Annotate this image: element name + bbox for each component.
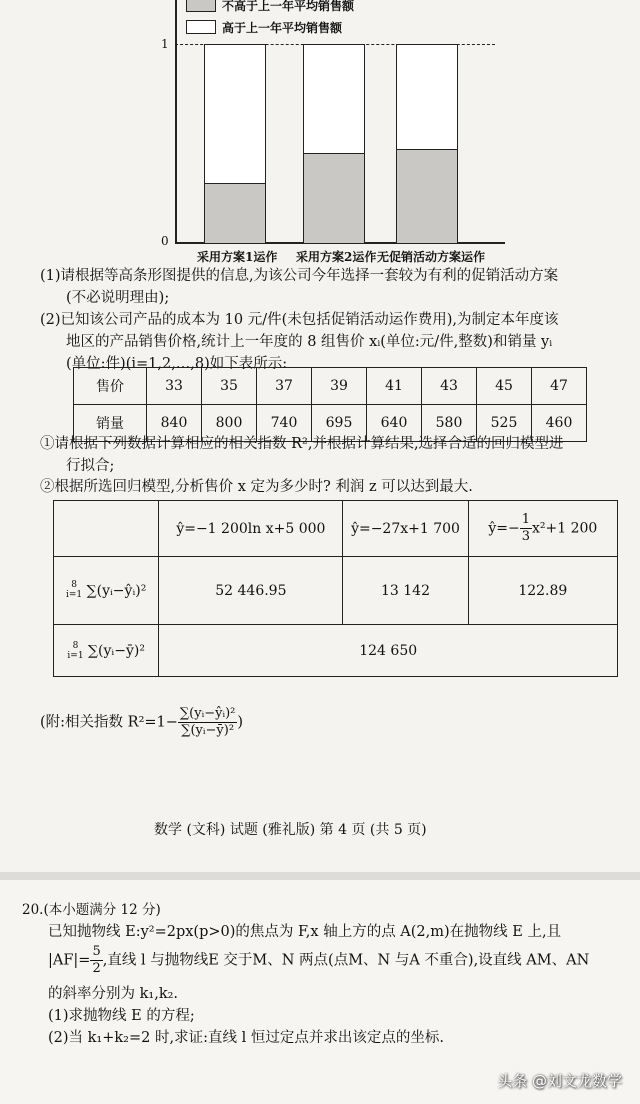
legend-label-above: 高于上一年平均销售额	[222, 21, 343, 35]
q2-line1: (2)已知该公司产品的成本为 10 元/件(未包括促销活动运作费用),为制定本年度该	[40, 312, 559, 328]
sum-bottom: i=1	[67, 650, 84, 661]
table-cell: 35	[202, 368, 257, 405]
sum-bottom: i=1	[66, 589, 83, 600]
bar-fill-below-2	[304, 153, 364, 243]
model3-cell	[468, 501, 617, 557]
table-cell: 800	[202, 405, 257, 442]
price-sales-table	[73, 367, 587, 442]
rss-model1: 52 446.95	[159, 557, 343, 625]
empty-corner-cell	[54, 501, 159, 557]
legend-label-below: 不高于上一年平均销售额	[222, 0, 355, 13]
table-cell: 640	[367, 405, 422, 442]
q20-af: |AF|=	[48, 952, 91, 969]
model1-cell: ŷ=−1 200ln x+5 000	[159, 501, 343, 557]
note-numerator: ∑(yᵢ−ŷᵢ)²	[179, 706, 236, 721]
legend-swatch-below	[186, 0, 216, 12]
table-header-sales: 销量	[74, 405, 147, 442]
q20-line2-rest: ,直线 l 与抛物线E 交于M、N 两点(点M、N 与A 不重合),设直线 AM、AN	[102, 952, 590, 969]
table-cell: 45	[477, 368, 532, 405]
table-row-models	[54, 501, 618, 557]
model3-frac-den: 3	[521, 529, 530, 544]
tss-value: 124 650	[159, 625, 618, 677]
rss-label: ∑(yᵢ−ŷᵢ)²	[86, 582, 147, 599]
bar-3	[396, 44, 458, 244]
q20-frac-den: 2	[92, 961, 101, 976]
bar-fill-below-1	[205, 183, 265, 243]
table-cell: 840	[147, 405, 202, 442]
q2-line2: 地区的产品销售价格,统计上一年度的 8 组售价 xᵢ(单位:元/件,整数)和销量 yᵢ	[66, 334, 553, 350]
table-cell: 740	[257, 405, 312, 442]
tss-label: ∑(yᵢ−ȳ)²	[88, 642, 145, 659]
q20-frac-num: 5	[92, 944, 101, 959]
q20-line3: 的斜率分别为 k₁,k₂.	[48, 986, 179, 1002]
note-suffix: )	[237, 714, 244, 731]
rss-model3: 122.89	[468, 557, 617, 625]
note-fraction	[178, 706, 237, 739]
note-prefix: (附:相关指数 R²=1−	[40, 714, 178, 731]
x-label-plan2: 采用方案2运作	[296, 250, 377, 264]
sum-top: 8	[71, 579, 77, 590]
q20-line2	[48, 944, 589, 977]
table-cell: 47	[532, 368, 587, 405]
note-denominator: ∑(yᵢ−ȳ)²	[181, 723, 235, 738]
bar-1	[204, 44, 266, 244]
q2-line3: (单位:件)(i=1,2,…,8)如下表所示:	[66, 356, 288, 372]
model3-frac-num: 1	[521, 512, 530, 527]
model3-suffix: x²+1 200	[531, 520, 598, 537]
table-row-tss	[54, 625, 618, 677]
sub1-line1: ①请根据下列数据计算相应的相关指数 R²,并根据计算结果,选择合适的回归模型进	[40, 436, 564, 452]
q1-line2: (不必说明理由);	[66, 290, 170, 306]
table-cell: 460	[532, 405, 587, 442]
q20-line5: (2)当 k₁+k₂=2 时,求证:直线 l 恒过定点并求出该定点的坐标.	[48, 1030, 444, 1046]
table-cell: 37	[257, 368, 312, 405]
x-label-none: 无促销活动方案运作	[377, 250, 486, 264]
model3-fraction	[520, 512, 532, 545]
y-tick-0: 0	[161, 234, 169, 248]
table-cell: 43	[422, 368, 477, 405]
note-formula	[40, 706, 243, 739]
bar-fill-below-3	[397, 149, 457, 243]
table-row-price	[74, 368, 587, 405]
sum-top: 8	[72, 640, 79, 651]
table-cell: 39	[312, 368, 367, 405]
regression-table	[53, 500, 618, 677]
watermark: 头条 @刘文龙数学	[497, 1072, 622, 1090]
q20-line1: 已知抛物线 E:y²=2px(p>0)的焦点为 F,x 轴上方的点 A(2,m)在抛物线 E 上,且	[48, 924, 562, 940]
y-tick-1: 1	[161, 37, 169, 51]
rss-model2: 13 142	[343, 557, 468, 625]
table-cell: 525	[477, 405, 532, 442]
q1-line1: (1)请根据等高条形图提供的信息,为该公司今年选择一套较为有利的促销活动方案	[40, 268, 559, 284]
page-separator	[0, 872, 640, 880]
rss-label-cell	[54, 557, 159, 625]
model3-prefix: ŷ=−	[488, 520, 520, 537]
sub1-line2: 行拟合;	[66, 458, 115, 474]
table-cell: 33	[147, 368, 202, 405]
page-footer: 数学 (文科) 试题 (雅礼版) 第 4 页 (共 5 页)	[154, 822, 427, 838]
sub2-line: ②根据所选回归模型,分析售价 x 定为多少时? 利润 z 可以达到最大.	[40, 479, 473, 495]
tss-label-cell	[54, 625, 159, 677]
y-axis	[175, 0, 177, 243]
table-cell: 41	[367, 368, 422, 405]
x-label-plan1: 采用方案1运作	[197, 250, 278, 264]
model2-cell: ŷ=−27x+1 700	[343, 501, 468, 557]
table-row-rss	[54, 557, 618, 625]
table-header-price: 售价	[74, 368, 147, 405]
bar-2	[303, 44, 365, 244]
q20-fraction	[90, 944, 102, 977]
q20-line4: (1)求抛物线 E 的方程;	[48, 1008, 195, 1024]
table-cell: 580	[422, 405, 477, 442]
q20-header: 20.(本小题满分 12 分)	[22, 902, 161, 918]
table-cell: 695	[312, 405, 367, 442]
legend-swatch-above	[186, 20, 216, 34]
